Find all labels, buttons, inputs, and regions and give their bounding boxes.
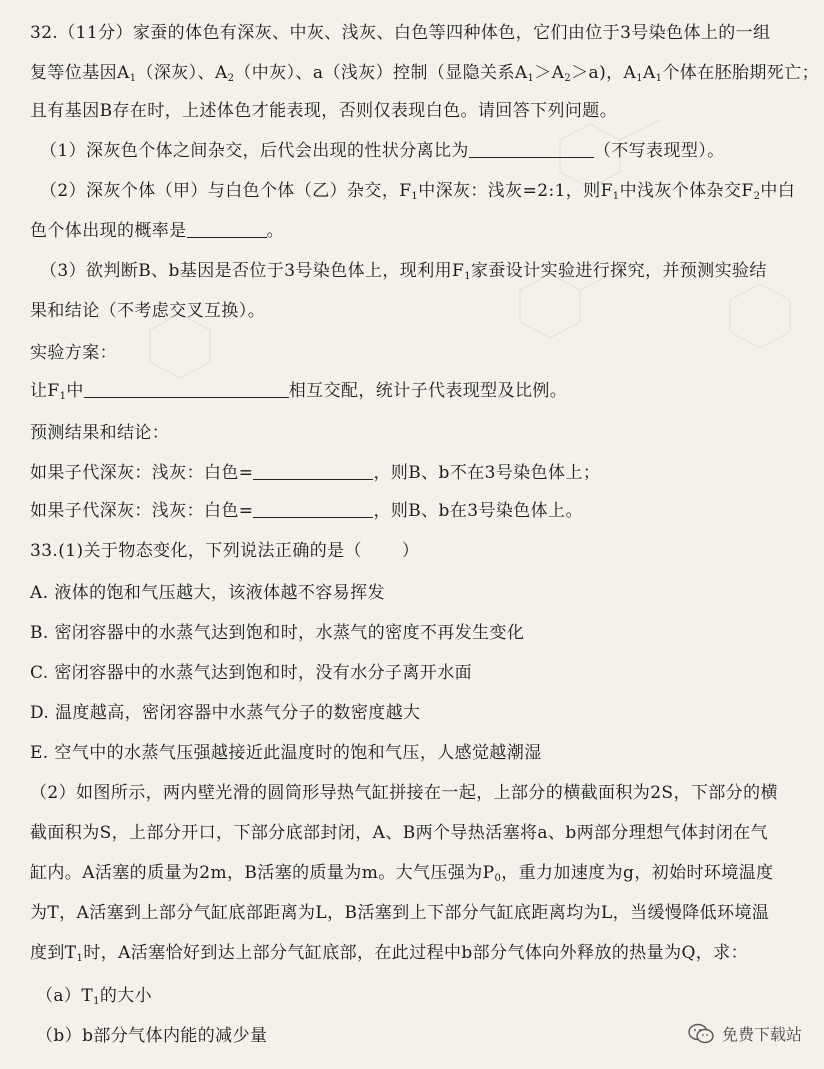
- q33-part2-line4: 为T，A活塞到上部分气缸底部距离为L，B活塞到上下部分气缸底距离均为L，当缓慢降低环境温: [30, 903, 770, 923]
- watermark: [688, 1022, 802, 1045]
- q32-part3: （3）欲判断B、b基因是否位于3号染色体上，现利用$F_1$家蚕设计实验进行探究，并预测实验结: [40, 261, 767, 282]
- q33-part2-line2: 截面积为S，上部分开口，下部分底部封闭，A、B两个导热活塞将a、b两部分理想气体封闭在气: [30, 823, 769, 843]
- q32-line2: 复等位基因$A_1$（深灰）、$A_2$（中灰）、a（浅灰）控制（显隐关系$A_1>A_2>a$)，$A_1A_1$个体在胚胎期死亡；: [30, 63, 820, 84]
- sub-question-b: （b）b部分气体内能的减少量: [36, 1026, 268, 1046]
- q32-part2-line2: 色个体出现的概率是 。: [30, 221, 285, 241]
- option-c: C. 密闭容器中的水蒸气达到饱和时，没有水分子离开水面: [30, 663, 473, 683]
- q33-part2-line1: （2）如图所示，两内壁光滑的圆筒形导热气缸拼接在一起，上部分的横截面积为2S，下部分的横: [30, 783, 778, 803]
- predict-label: 预测结果和结论：: [30, 423, 170, 443]
- experiment-plan-line: 让$F_1$中 相互交配，统计子代表现型及比例。: [30, 381, 568, 402]
- q32-part3-line2: 果和结论（不考虑交叉互换）。: [30, 301, 266, 321]
- watermark-text: 免费下载站: [721, 1025, 802, 1044]
- q33-part2-line3: 缸内。A活塞的质量为2m，B活塞的质量为m。大气压强为$P_0$，重力加速度为g，初始时环境温度: [30, 863, 774, 884]
- experiment-plan-label: 实验方案：: [30, 343, 117, 363]
- option-e: E. 空气中的水蒸气压强越接近此温度时的饱和气压，人感觉越潮湿: [30, 743, 542, 763]
- option-d: D. 温度越高，密闭容器中水蒸气分子的数密度越大: [30, 703, 421, 723]
- q32-line3: 且有基因B存在时，上述体色才能表现，否则仅表现白色。请回答下列问题。: [30, 101, 618, 121]
- q33-part2-line5: 度到$T_1$时，A活塞恰好到达上部分气缸底部，在此过程中b部分气体向外释放的热量为Q，求：: [30, 943, 749, 964]
- answer-blank[interactable]: [469, 141, 594, 158]
- answer-blank[interactable]: [187, 221, 267, 238]
- q32-header: 32.（11分）家蚕的体色有深灰、中灰、浅灰、白色等四种体色，它们由位于3号染色体上的一组: [30, 23, 771, 43]
- wechat-icon: [688, 1023, 714, 1045]
- answer-blank[interactable]: [253, 463, 373, 480]
- option-b: B. 密闭容器中的水蒸气达到饱和时，水蒸气的密度不再发生变化: [30, 623, 525, 643]
- answer-blank[interactable]: [84, 381, 289, 398]
- answer-blank[interactable]: [253, 501, 373, 518]
- q33-header: 33.(1)关于物态变化，下列说法正确的是（ ）: [30, 541, 420, 561]
- option-a: A. 液体的饱和气压越大，该液体越不容易挥发: [30, 583, 385, 603]
- sub-question-a: $(a)T_1$的大小: [36, 986, 153, 1007]
- q32-part1: （1）深灰色个体之间杂交，后代会出现的性状分离比为 （不写表现型）。: [40, 141, 725, 161]
- result-line-1: 如果子代深灰：浅灰：白色= ，则B、b不在3号染色体上；: [30, 463, 601, 483]
- result-line-2: 如果子代深灰：浅灰：白色= ，则B、b在3号染色体上。: [30, 501, 583, 521]
- q32-part2: （2）深灰个体（甲）与白色个体（乙）杂交，$F_1$中深灰：浅灰=2:1，则$F_1$中浅灰个体杂交$F_2$中白: [40, 181, 796, 202]
